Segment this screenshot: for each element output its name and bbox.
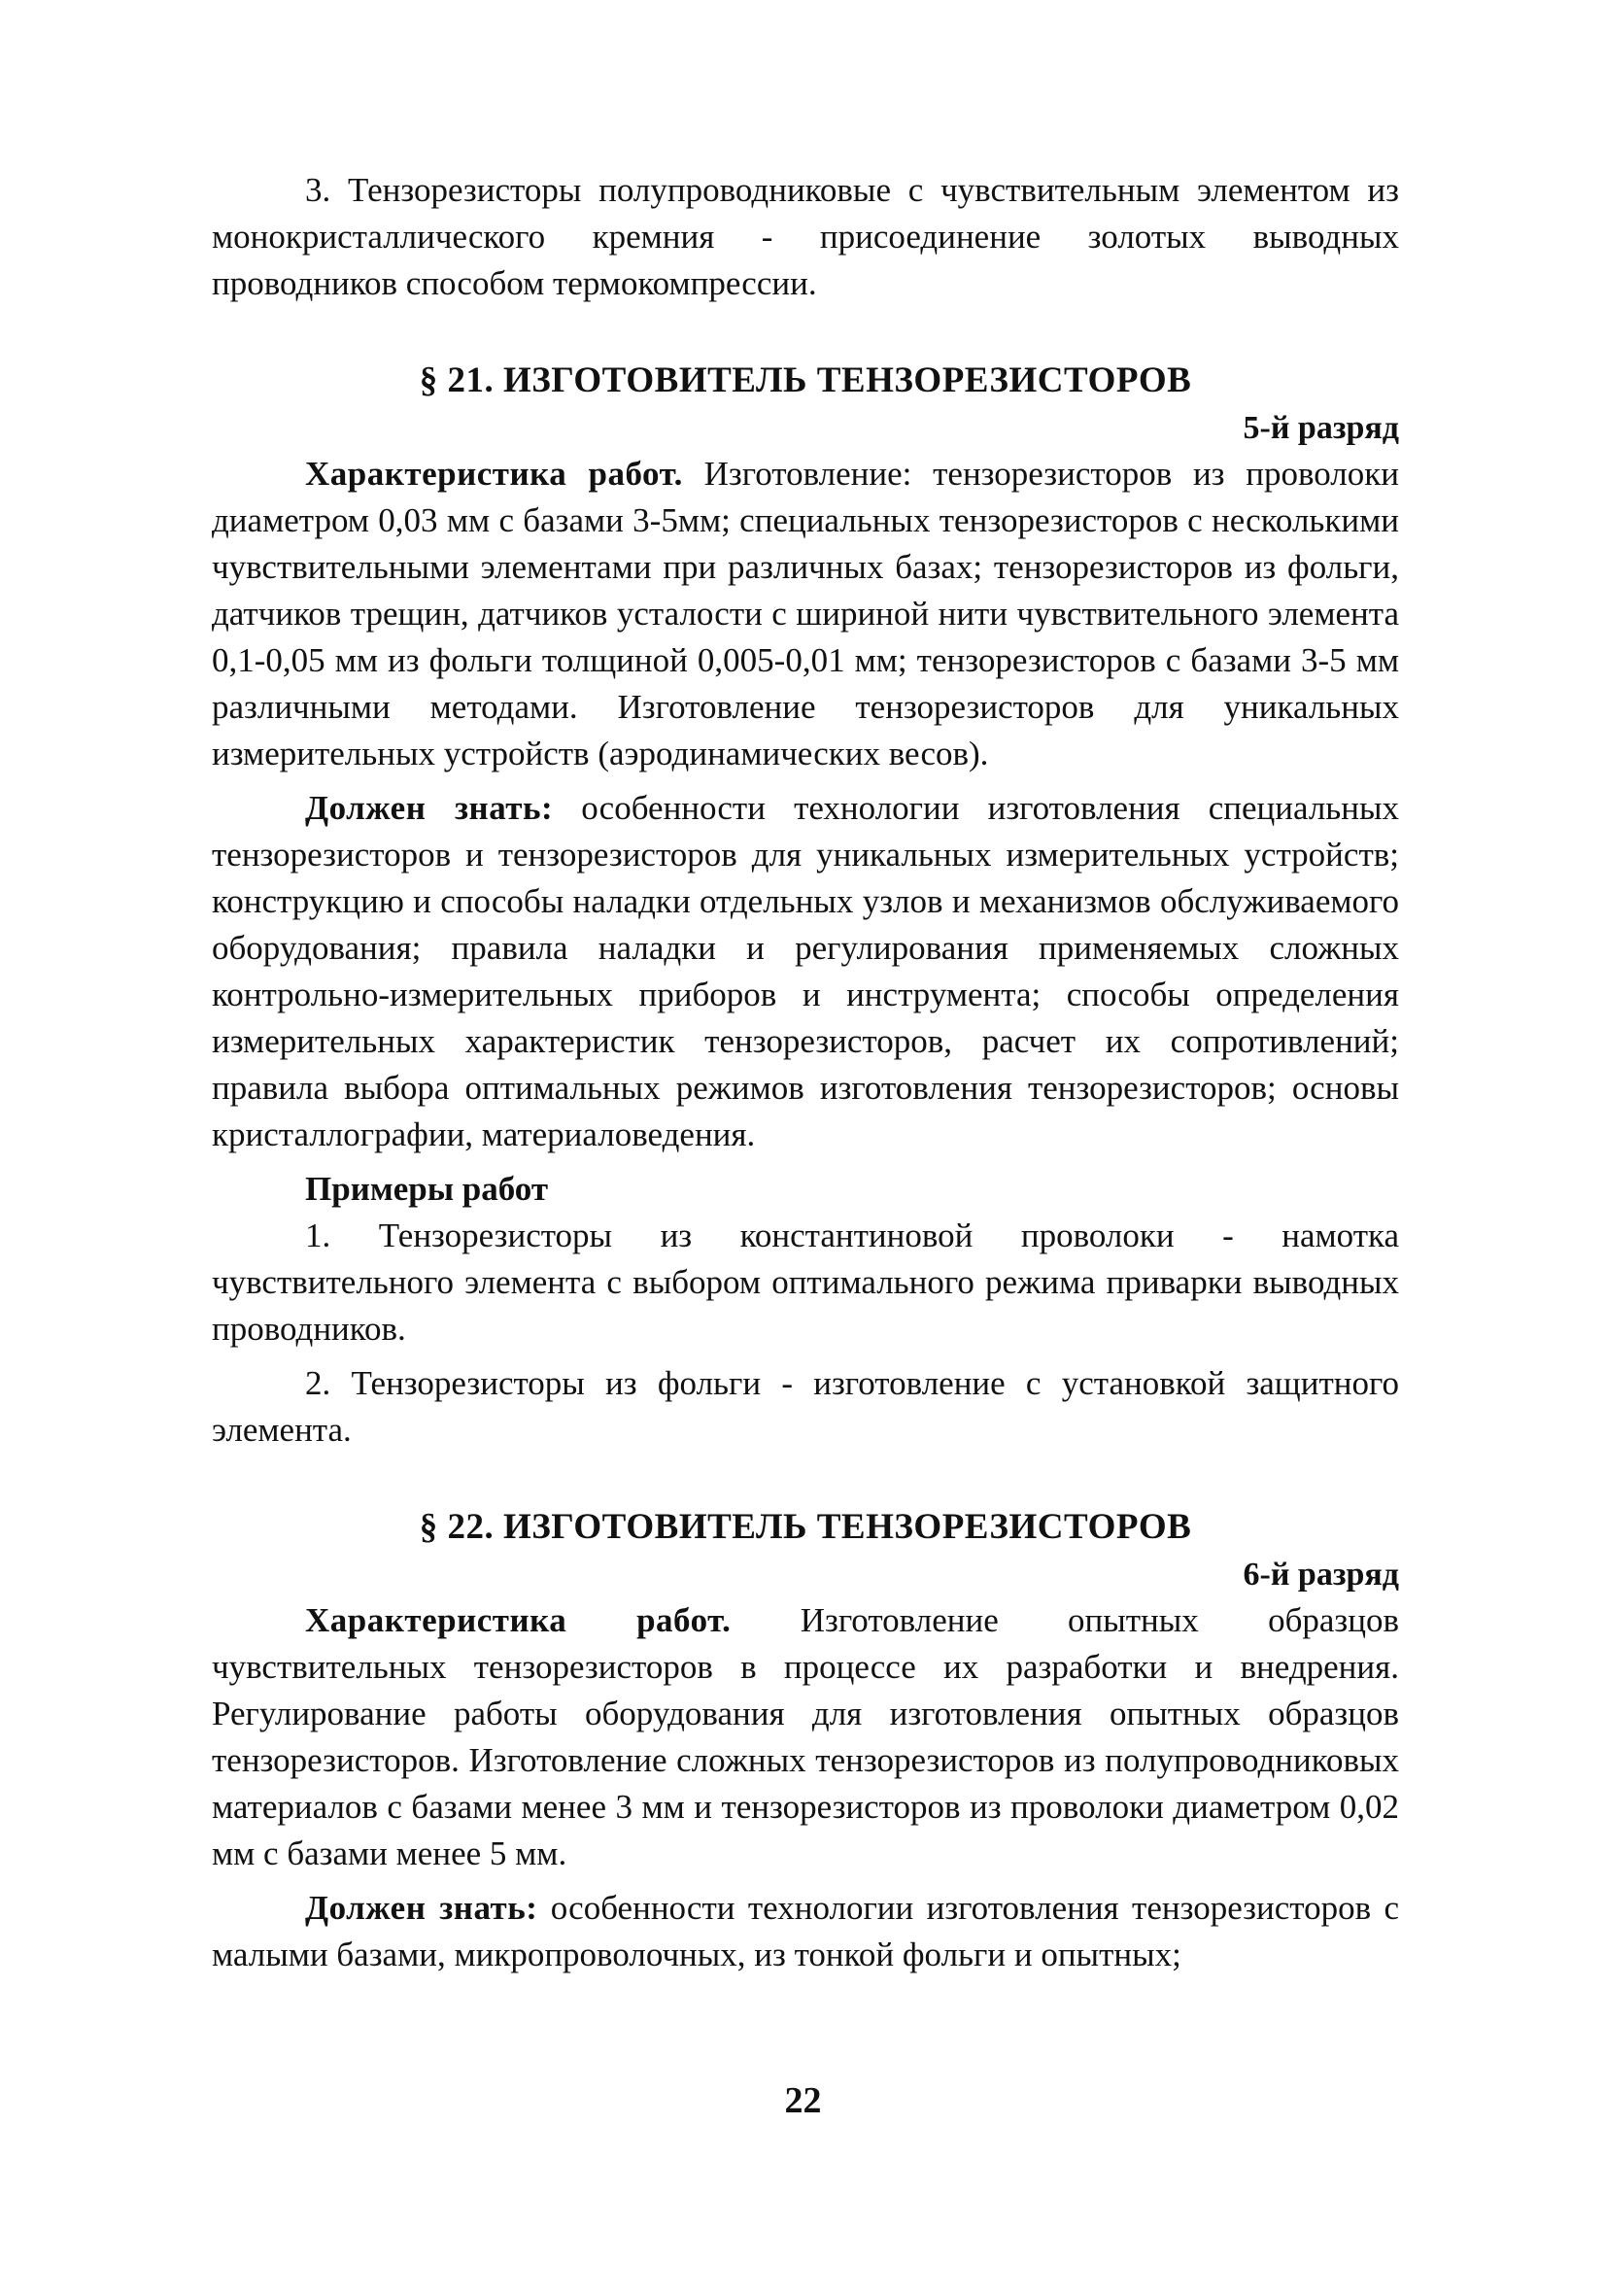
- characteristics-text: Изготовление опытных образцов чувствительных тензорезисторов в процессе их разработки и внедрения. Регулирование работы оборудования для изготовления опытных образцов тензорезисторов. Изготовление сложных тензорезисторов из полупроводниковых материалов с базами менее 3 мм и тензорезисторов из проволоки диаметром 0,02 мм с базами менее 5 мм.: [212, 1601, 1400, 1872]
- section-21-examples-heading: Примеры работ: [305, 1170, 549, 1208]
- page-number: 22: [784, 2080, 822, 2121]
- characteristics-label: Характеристика работ.: [305, 1601, 732, 1639]
- section-21-characteristics: [212, 451, 1399, 777]
- section-21-title: § 21. ИЗГОТОВИТЕЛЬ ТЕНЗОРЕЗИСТОРОВ: [419, 360, 1192, 400]
- intro-example-paragraph: 3. Тензорезисторы полупроводниковые с чувствительным элементом из монокристаллического кремния - присоединение золотых выводных проводников способом термокомпрессии.: [212, 171, 1399, 302]
- section-22-grade: 6-й разряд: [1243, 1557, 1399, 1593]
- must-know-label: Должен знать:: [305, 789, 554, 827]
- section-21-example-2: 2. Тензорезисторы из фольги - изготовление с установкой защитного элемента.: [212, 1364, 1399, 1449]
- section-22-characteristics: [212, 1597, 1399, 1877]
- must-know-text: особенности технологии изготовления тензорезисторов с малыми базами, микропроволочных, из тонкой фольги и опытных;: [212, 1889, 1400, 1973]
- section-22-must-know: [212, 1885, 1399, 1978]
- text-column: [212, 167, 1399, 1978]
- section-22-title: § 22. ИЗГОТОВИТЕЛЬ ТЕНЗОРЕЗИСТОРОВ: [419, 1507, 1192, 1547]
- characteristics-text: Изготовление: тензорезисторов из проволоки диаметром 0,03 мм с базами 3-5мм; специальных тензорезисторов с несколькими чувствительными элементами при различных базах; тензорезисторов из фольги, датчиков трещин, датчиков усталости с шириной нити чувствительного элемента 0,1-0,05 мм из фольги толщиной 0,005-0,01 мм; тензорезисторов с базами 3-5 мм различными методами. Изготовление тензорезисторов для уникальных измерительных устройств (аэродинамических весов).: [212, 455, 1400, 772]
- section-21-grade: 5-й разряд: [1243, 410, 1399, 446]
- characteristics-label: Характеристика работ.: [305, 455, 683, 493]
- section-21-must-know: [212, 785, 1399, 1158]
- section-21-example-1: 1. Тензорезисторы из константиновой проволоки - намотка чувствительного элемента с выбором оптимального режима приварки выводных проводников.: [212, 1217, 1399, 1348]
- must-know-text: особенности технологии изготовления специальных тензорезисторов и тензорезисторов для уникальных измерительных устройств; конструкцию и способы наладки отдельных узлов и механизмов обслуживаемого оборудования; правила наладки и регулирования применяемых сложных контрольно-измерительных приборов и инструмента; способы определения измерительных характеристик тензорезисторов, расчет их сопротивлений; правила выбора оптимальных режимов изготовления тензорезисторов; основы кристаллографии, материаловедения.: [212, 789, 1400, 1153]
- must-know-label: Должен знать:: [305, 1889, 538, 1927]
